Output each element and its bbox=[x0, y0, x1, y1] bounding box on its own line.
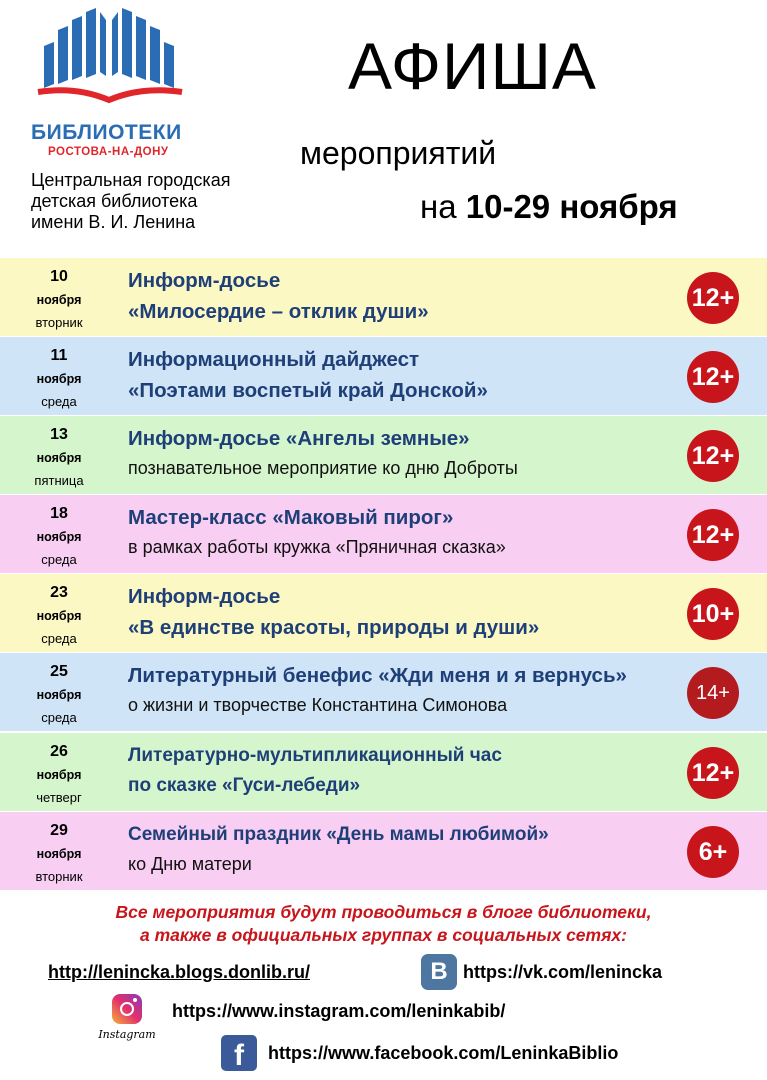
instagram-label: Instagram bbox=[98, 1028, 156, 1041]
facebook-icon[interactable]: f bbox=[221, 1035, 257, 1071]
event-date bbox=[0, 416, 118, 494]
poster-subtitle: мероприятий bbox=[300, 135, 497, 171]
age-rating-badge: 6+ bbox=[687, 826, 739, 878]
event-day: 23 bbox=[50, 584, 68, 601]
event-row bbox=[0, 258, 767, 336]
age-rating-badge: 14+ bbox=[687, 667, 739, 719]
event-row bbox=[0, 574, 767, 652]
event-month: ноября bbox=[36, 609, 82, 623]
event-date bbox=[0, 653, 118, 731]
event-day: 18 bbox=[50, 505, 68, 522]
event-day: 29 bbox=[50, 822, 68, 839]
event-month: ноября bbox=[36, 530, 82, 544]
library-city: РОСТОВА-НА-ДОНУ bbox=[48, 146, 169, 158]
event-subtitle: «В единстве красоты, природы и души» bbox=[128, 616, 540, 639]
event-day: 25 bbox=[50, 663, 68, 680]
blog-link[interactable]: http://lenincka.blogs.donlib.ru/ bbox=[48, 962, 310, 982]
event-subtitle: познавательное мероприятие ко дню Доброты bbox=[128, 458, 518, 478]
vk-link[interactable]: https://vk.com/lenincka bbox=[463, 962, 663, 982]
event-subtitle: «Поэтами воспетый край Донской» bbox=[128, 379, 488, 402]
event-weekday: среда bbox=[41, 710, 77, 725]
library-logo bbox=[36, 6, 186, 110]
age-rating-badge: 12+ bbox=[687, 430, 739, 482]
event-subtitle: ко Дню матери bbox=[128, 854, 252, 874]
event-weekday: четверг bbox=[36, 790, 82, 805]
event-day: 13 bbox=[50, 426, 68, 443]
event-date bbox=[0, 495, 118, 573]
event-weekday: среда bbox=[41, 394, 77, 409]
event-row bbox=[0, 812, 767, 890]
instagram-icon[interactable] bbox=[112, 994, 142, 1024]
event-title: Литературно-мультипликационный час bbox=[128, 745, 502, 766]
age-rating-badge: 12+ bbox=[687, 747, 739, 799]
event-month: ноября bbox=[36, 847, 82, 861]
event-month: ноября bbox=[36, 768, 82, 782]
event-weekday: вторник bbox=[35, 869, 83, 884]
event-date bbox=[0, 733, 118, 811]
event-row bbox=[0, 416, 767, 494]
library-desc-line: Центральная городская bbox=[31, 170, 231, 190]
library-desc-line: детская библиотека bbox=[31, 191, 198, 211]
event-subtitle: о жизни и творчестве Константина Симонова bbox=[128, 695, 508, 715]
event-row bbox=[0, 653, 767, 731]
event-day: 11 bbox=[50, 347, 68, 364]
event-date bbox=[0, 258, 118, 336]
event-title: Мастер-класс «Маковый пирог» bbox=[128, 506, 454, 529]
event-day: 10 bbox=[50, 268, 68, 285]
footer-note-line: Все мероприятия будут проводиться в блоге библиотеки, bbox=[115, 902, 652, 922]
library-name: БИБЛИОТЕКИ bbox=[31, 121, 182, 144]
event-month: ноября bbox=[36, 688, 82, 702]
poster-dates bbox=[420, 188, 678, 226]
event-weekday: среда bbox=[41, 552, 77, 567]
event-title: Информ-досье bbox=[128, 585, 281, 608]
event-title: Информ-досье «Ангелы земные» bbox=[128, 427, 470, 450]
event-title: Литературный бенефис «Жди меня и я вернусь» bbox=[128, 664, 627, 687]
facebook-link[interactable]: https://www.facebook.com/LeninkaBiblio bbox=[268, 1043, 619, 1063]
event-subtitle: в рамках работы кружка «Пряничная сказка» bbox=[128, 537, 506, 557]
event-title: Семейный праздник «День мамы любимой» bbox=[128, 824, 549, 845]
event-date bbox=[0, 812, 118, 890]
dates-range: 10-29 ноября bbox=[465, 188, 678, 225]
event-date bbox=[0, 337, 118, 415]
footer-note-line: а также в официальных группах в социальных сетях: bbox=[140, 925, 627, 945]
event-date bbox=[0, 574, 118, 652]
age-rating-badge: 12+ bbox=[687, 272, 739, 324]
event-month: ноября bbox=[36, 372, 82, 386]
event-row bbox=[0, 337, 767, 415]
event-weekday: пятница bbox=[34, 473, 84, 488]
age-rating-badge: 12+ bbox=[687, 509, 739, 561]
age-rating-badge: 12+ bbox=[687, 351, 739, 403]
event-month: ноября bbox=[36, 293, 82, 307]
event-weekday: вторник bbox=[35, 315, 83, 330]
event-title: Информ-досье bbox=[128, 269, 281, 292]
age-rating-badge: 10+ bbox=[687, 588, 739, 640]
vk-icon[interactable]: B bbox=[421, 954, 457, 990]
library-description bbox=[31, 170, 230, 233]
dates-prefix: на bbox=[420, 188, 457, 225]
event-month: ноября bbox=[36, 451, 82, 465]
event-subtitle: «Милосердие – отклик души» bbox=[128, 300, 429, 323]
event-subtitle: по сказке «Гуси-лебеди» bbox=[128, 775, 361, 796]
event-weekday: среда bbox=[41, 631, 77, 646]
event-day: 26 bbox=[50, 743, 68, 760]
library-desc-line: имени В. И. Ленина bbox=[31, 212, 196, 232]
poster-title: АФИША bbox=[348, 29, 597, 103]
instagram-link[interactable]: https://www.instagram.com/leninkabib/ bbox=[172, 1001, 506, 1021]
event-row bbox=[0, 495, 767, 573]
event-title: Информационный дайджест bbox=[128, 348, 420, 371]
event-row bbox=[0, 733, 767, 811]
